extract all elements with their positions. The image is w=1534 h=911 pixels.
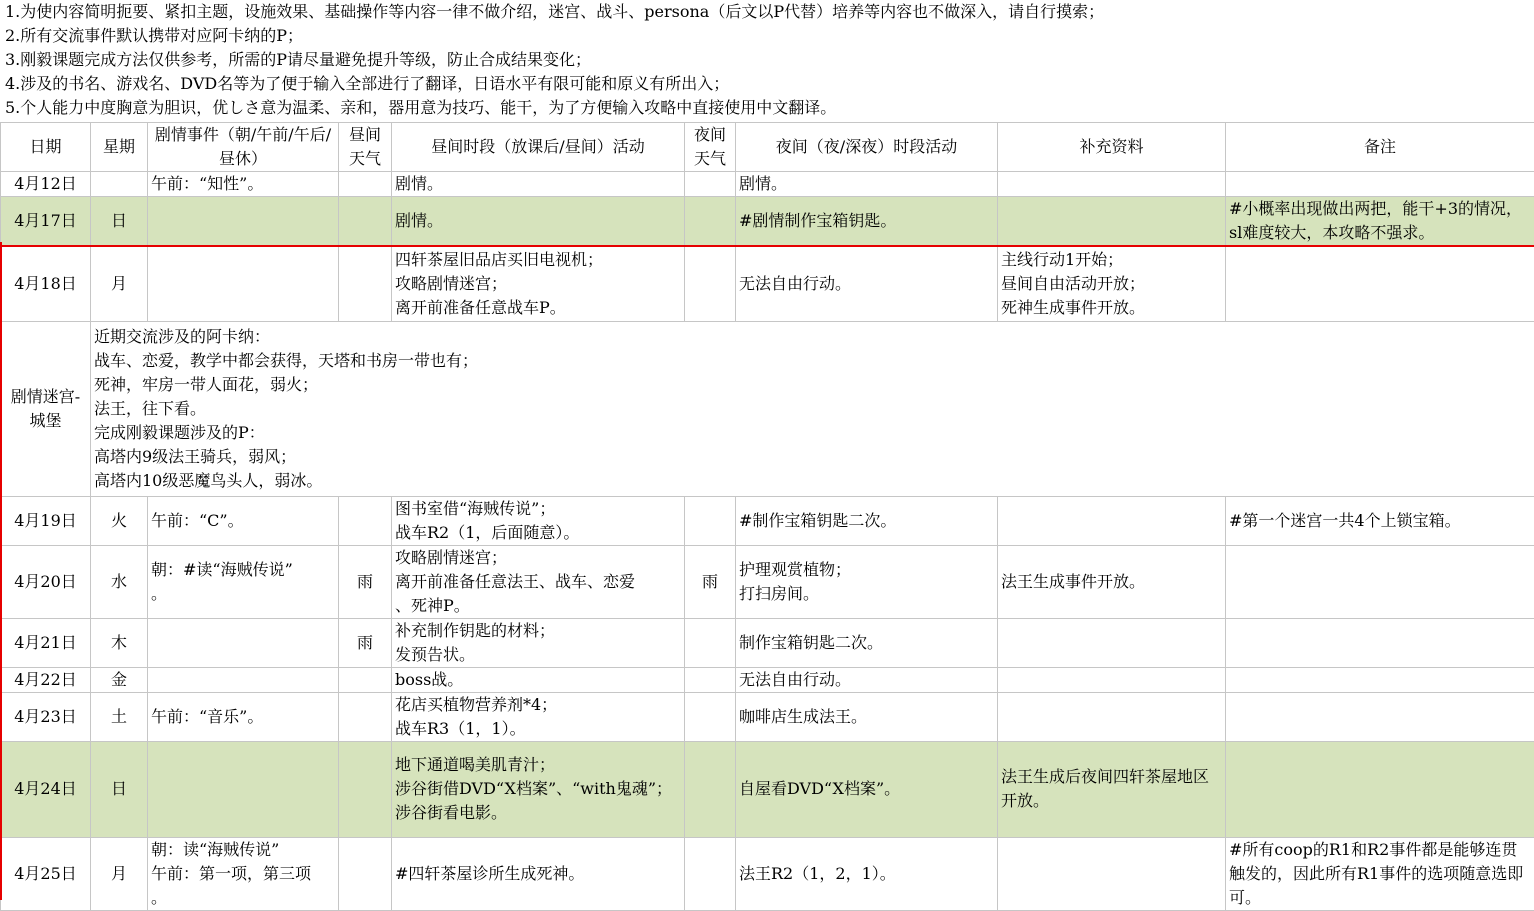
cell-date[interactable]: 4月21日 [1,618,91,667]
cell-night-weather[interactable] [685,741,736,837]
cell-remark[interactable]: #第一个迷宫一共4个上锁宝箱。 [1226,496,1534,545]
cell-day-activity[interactable]: 四轩茶屋旧品店买旧电视机； 攻略剧情迷宫； 离开前准备任意战车P。 [392,246,685,321]
cell-extra[interactable]: 主线行动1开始； 昼间自由活动开放； 死神生成事件开放。 [998,246,1226,321]
cell-night-weather[interactable] [685,618,736,667]
cell-story[interactable] [148,246,339,321]
cell-story[interactable] [148,197,339,247]
cell-night-activity[interactable]: #剧情制作宝箱钥匙。 [736,197,998,247]
cell-night-activity[interactable]: 法王R2（1，2，1）。 [736,837,998,910]
header-row [1,123,1534,172]
selection-border [0,242,2,900]
header-night-weather[interactable]: 夜间天气 [685,123,736,172]
note-line: 1.为使内容简明扼要、紧扣主题，设施效果、基础操作等内容一律不做介绍，迷宫、战斗、persona（后文以P代替）培养等内容也不做深入，请自行摸索； [0,0,1534,24]
cell-night-activity[interactable]: 护理观赏植物； 打扫房间。 [736,545,998,618]
table-row [1,172,1534,197]
table-row [1,321,1534,496]
cell-remark[interactable]: #小概率出现做出两把，能干+3的情况，sl难度较大，本攻略不强求。 [1226,197,1534,247]
cell-story[interactable]: 朝：#读“海贼传说” 。 [148,545,339,618]
cell-day-weather[interactable] [339,172,392,197]
cell-extra[interactable] [998,667,1226,692]
cell-date[interactable]: 4月24日 [1,741,91,837]
cell-day-weather[interactable] [339,741,392,837]
table-row [1,197,1534,247]
cell-night-weather[interactable] [685,496,736,545]
table-row [1,545,1534,618]
cell-day-weather[interactable] [339,667,392,692]
cell-extra[interactable] [998,692,1226,741]
cell-day-activity[interactable]: 图书室借“海贼传说”； 战车R2（1，后面随意）。 [392,496,685,545]
cell-extra[interactable] [998,172,1226,197]
table-row [1,741,1534,837]
cell-day-activity[interactable]: boss战。 [392,667,685,692]
table-row [1,667,1534,692]
cell-day-activity[interactable]: 剧情。 [392,172,685,197]
note-line: 4.涉及的书名、游戏名、DVD名等为了便于输入全部进行了翻译，日语水平有限可能和原义有所出入； [0,72,1534,96]
cell-story[interactable]: 午前：“音乐”。 [148,692,339,741]
header-night-activity[interactable]: 夜间（夜/深夜）时段活动 [736,123,998,172]
cell-day-weather[interactable] [339,246,392,321]
cell-weekday[interactable]: 水 [91,545,148,618]
header-weekday[interactable]: 星期 [91,123,148,172]
cell-night-activity[interactable]: 无法自由行动。 [736,667,998,692]
note-line: 5.个人能力中度胸意为胆识，优しさ意为温柔、亲和，器用意为技巧、能干，为了方便输入攻略中直接使用中文翻译。 [0,96,1534,120]
cell-night-weather[interactable] [685,667,736,692]
cell-night-activity[interactable]: #制作宝箱钥匙二次。 [736,496,998,545]
cell-remark[interactable] [1226,172,1534,197]
cell-date[interactable]: 4月12日 [1,172,91,197]
cell-date[interactable]: 4月20日 [1,545,91,618]
cell-story[interactable]: 午前：“知性”。 [148,172,339,197]
cell-night-weather[interactable] [685,197,736,247]
cell-day-activity[interactable]: #四轩茶屋诊所生成死神。 [392,837,685,910]
cell-remark[interactable] [1226,246,1534,321]
cell-remark[interactable] [1226,618,1534,667]
cell-weekday[interactable]: 金 [91,667,148,692]
cell-night-weather[interactable]: 雨 [685,545,736,618]
header-day-weather[interactable]: 昼间天气 [339,123,392,172]
cell-day-activity[interactable]: 剧情。 [392,197,685,247]
table-row [1,496,1534,545]
cell-day-weather[interactable] [339,197,392,247]
cell-night-activity[interactable]: 剧情。 [736,172,998,197]
cell-night-weather[interactable] [685,692,736,741]
cell-extra[interactable] [998,618,1226,667]
cell-story[interactable]: 朝：读“海贼传说” 午前：第一项，第三项 。 [148,837,339,910]
cell-story[interactable] [148,667,339,692]
cell-weekday[interactable]: 木 [91,618,148,667]
notes-block [0,0,1534,120]
cell-day-weather[interactable]: 雨 [339,545,392,618]
cell-date[interactable]: 4月19日 [1,496,91,545]
cell-extra[interactable] [998,837,1226,910]
cell-extra[interactable]: 法王生成事件开放。 [998,545,1226,618]
cell-weekday[interactable]: 日 [91,741,148,837]
table-row [1,837,1534,910]
cell-night-weather[interactable] [685,246,736,321]
header-day-activity[interactable]: 昼间时段（放课后/昼间）活动 [392,123,685,172]
cell-day-activity[interactable]: 地下通道喝美肌青汁； 涉谷街借DVD“X档案”、“with鬼魂”； 涉谷街看电影。 [392,741,685,837]
cell-date[interactable]: 4月23日 [1,692,91,741]
cell-day-activity[interactable]: 花店买植物营养剂*4； 战车R3（1，1）。 [392,692,685,741]
cell-weekday[interactable]: 月 [91,837,148,910]
cell-day-weather[interactable] [339,692,392,741]
cell-story[interactable]: 午前：“C”。 [148,496,339,545]
cell-remark[interactable] [1226,692,1534,741]
cell-story[interactable] [148,741,339,837]
cell-night-weather[interactable] [685,172,736,197]
schedule-table [0,122,1534,911]
table-row [1,692,1534,741]
cell-story[interactable] [148,618,339,667]
cell-night-activity[interactable]: 制作宝箱钥匙二次。 [736,618,998,667]
cell-night-weather[interactable] [685,837,736,910]
cell-weekday[interactable] [91,172,148,197]
cell-remark[interactable] [1226,545,1534,618]
cell-extra[interactable] [998,496,1226,545]
table-row [1,618,1534,667]
cell-dungeon-notes[interactable]: 近期交流涉及的阿卡纳： 战车、恋爱，教学中都会获得，天塔和书房一带也有； 死神，牢房一带人面花，弱火； 法王，往下看。 完成刚毅课题涉及的P： 高塔内9级法王骑兵，弱风； 高塔内10级恶魔鸟头人，弱冰。 [91,321,1534,496]
cell-day-activity[interactable]: 攻略剧情迷宫； 离开前准备任意法王、战车、恋爱 、死神P。 [392,545,685,618]
cell-night-activity[interactable]: 无法自由行动。 [736,246,998,321]
cell-remark[interactable]: #所有coop的R1和R2事件都是能够连贯触发的，因此所有R1事件的选项随意选即可。 [1226,837,1534,910]
cell-day-weather[interactable] [339,837,392,910]
header-remark[interactable]: 备注 [1226,123,1534,172]
header-date[interactable]: 日期 [1,123,91,172]
note-line: 3.刚毅课题完成方法仅供参考，所需的P请尽量避免提升等级，防止合成结果变化； [0,48,1534,72]
table-row [1,246,1534,321]
cell-date[interactable]: 4月25日 [1,837,91,910]
cell-date[interactable]: 4月18日 [1,246,91,321]
cell-day-activity[interactable]: 补充制作钥匙的材料； 发预告状。 [392,618,685,667]
cell-day-weather[interactable] [339,496,392,545]
cell-night-activity[interactable]: 自屋看DVD“X档案”。 [736,741,998,837]
cell-extra[interactable] [998,197,1226,247]
cell-weekday[interactable]: 日 [91,197,148,247]
cell-weekday[interactable]: 土 [91,692,148,741]
header-extra[interactable]: 补充资料 [998,123,1226,172]
cell-night-activity[interactable]: 咖啡店生成法王。 [736,692,998,741]
cell-date[interactable]: 4月17日 [1,197,91,247]
header-story[interactable]: 剧情事件（朝/午前/午后/昼休） [148,123,339,172]
cell-remark[interactable] [1226,741,1534,837]
cell-remark[interactable] [1226,667,1534,692]
cell-extra[interactable]: 法王生成后夜间四轩茶屋地区开放。 [998,741,1226,837]
cell-dungeon-label[interactable]: 剧情迷宫-城堡 [1,321,91,496]
cell-day-weather[interactable]: 雨 [339,618,392,667]
cell-weekday[interactable]: 月 [91,246,148,321]
cell-date[interactable]: 4月22日 [1,667,91,692]
cell-weekday[interactable]: 火 [91,496,148,545]
note-line: 2.所有交流事件默认携带对应阿卡纳的P； [0,24,1534,48]
